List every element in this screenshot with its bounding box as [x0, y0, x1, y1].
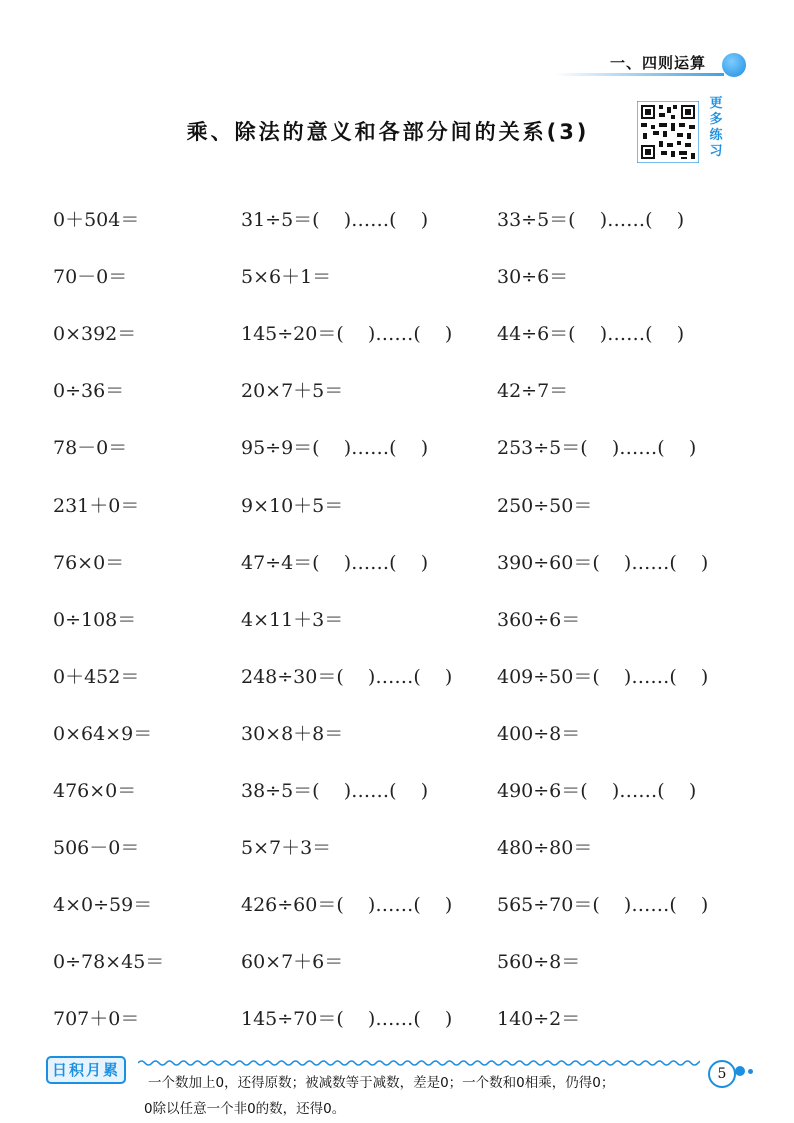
page-number: 5: [708, 1060, 736, 1088]
footer-note-line-2: 0除以任意一个非0的数，还得0。: [144, 1101, 346, 1117]
problem-expression[interactable]: 476×0＝: [53, 780, 137, 802]
problem-expression[interactable]: 0×64×9＝: [53, 722, 153, 745]
problem-expression[interactable]: 5×7＋3＝: [241, 837, 332, 860]
chapter-underline: [555, 73, 724, 76]
problem-expression[interactable]: 560÷8＝: [497, 951, 581, 974]
problem-expression[interactable]: 0÷36＝: [53, 380, 125, 403]
problem-row: [0, 828, 794, 868]
problem-row: [0, 428, 794, 468]
problem-expression[interactable]: 145÷20＝( )……( ): [241, 323, 453, 346]
problem-expression[interactable]: 140÷2＝: [497, 1008, 581, 1031]
problem-row: [0, 257, 794, 297]
problem-expression[interactable]: 707＋0＝: [53, 1008, 140, 1031]
problem-expression[interactable]: 250÷50＝: [497, 494, 593, 517]
problem-expression[interactable]: 426÷60＝( )……( ): [241, 894, 453, 917]
problem-expression[interactable]: 70－0＝: [53, 266, 128, 289]
page-number-dot: [735, 1066, 745, 1076]
problem-expression[interactable]: 565÷70＝( )……( ): [497, 894, 709, 917]
chapter-dot: [722, 53, 746, 77]
problem-row: [0, 371, 794, 411]
problem-expression[interactable]: 44÷6＝( )……( ): [497, 323, 685, 346]
problem-row: [0, 314, 794, 354]
problem-row: [0, 543, 794, 583]
problem-expression[interactable]: 33÷5＝( )……( ): [497, 209, 685, 231]
problem-expression[interactable]: 506－0＝: [53, 837, 140, 860]
problem-row: [0, 600, 794, 640]
chapter-label: 一、四则运算: [609, 54, 706, 72]
problem-expression[interactable]: 47÷4＝( )……( ): [241, 551, 429, 574]
problem-expression[interactable]: 4×0÷59＝: [53, 894, 153, 917]
problem-expression[interactable]: 253÷5＝( )……( ): [497, 437, 697, 460]
problem-expression[interactable]: 0÷108＝: [53, 608, 137, 631]
qr-code-icon[interactable]: [637, 101, 699, 163]
footer-wave-divider: [138, 1058, 700, 1068]
problem-expression[interactable]: 38÷5＝( )……( ): [241, 780, 429, 802]
problem-row: [0, 200, 794, 240]
problem-expression[interactable]: 30×8＋8＝: [241, 722, 344, 745]
problem-expression[interactable]: 390÷60＝( )……( ): [497, 551, 709, 574]
problem-expression[interactable]: 9×10＋5＝: [241, 494, 344, 517]
problem-row: [0, 657, 794, 697]
problem-expression[interactable]: 60×7＋6＝: [241, 951, 344, 974]
problem-expression[interactable]: 409÷50＝( )……( ): [497, 665, 709, 688]
daily-accumulation-tag: 日积月累: [46, 1056, 126, 1084]
problem-expression[interactable]: 0＋452＝: [53, 665, 140, 688]
footer-note: [144, 1070, 708, 1122]
problem-expression[interactable]: 0＋504＝: [53, 209, 140, 231]
problem-expression[interactable]: 42÷7＝: [497, 380, 569, 403]
footer-note-line-1: 一个数加上0，还得原数；被减数等于减数，差是0；一个数和0相乘，仍得0；: [148, 1075, 615, 1091]
problem-expression[interactable]: 480÷80＝: [497, 837, 593, 860]
problem-expression[interactable]: 248÷30＝( )……( ): [241, 665, 453, 688]
problem-expression[interactable]: 78－0＝: [53, 437, 128, 460]
problem-expression[interactable]: 31÷5＝( )……( ): [241, 209, 429, 231]
problem-expression[interactable]: 5×6＋1＝: [241, 266, 332, 289]
problem-expression[interactable]: 360÷6＝: [497, 608, 581, 631]
problem-row: [0, 771, 794, 811]
problem-expression[interactable]: 30÷6＝: [497, 266, 569, 289]
problem-expression[interactable]: 0×392＝: [53, 323, 137, 346]
problem-expression[interactable]: 400÷8＝: [497, 722, 581, 745]
problem-expression[interactable]: 95÷9＝( )……( ): [241, 437, 429, 460]
problem-row: [0, 942, 794, 982]
more-practice-label[interactable]: 更多练习: [709, 96, 723, 159]
problem-expression[interactable]: 0÷78×45＝: [53, 951, 165, 974]
page-title-text: 乘、除法的意义和各部分间的关系(3): [186, 120, 590, 144]
page-number-dot-small: [748, 1069, 753, 1074]
problem-expression[interactable]: 145÷70＝( )……( ): [241, 1008, 453, 1031]
problem-expression[interactable]: 231＋0＝: [53, 494, 140, 517]
problem-expression[interactable]: 76×0＝: [53, 551, 125, 574]
problem-row: [0, 486, 794, 526]
problem-expression[interactable]: 4×11＋3＝: [241, 608, 344, 631]
problem-expression[interactable]: 490÷6＝( )……( ): [497, 780, 697, 802]
problem-row: [0, 999, 794, 1039]
problem-expression[interactable]: 20×7＋5＝: [241, 380, 344, 403]
problem-row: [0, 714, 794, 754]
problem-row: [0, 885, 794, 925]
